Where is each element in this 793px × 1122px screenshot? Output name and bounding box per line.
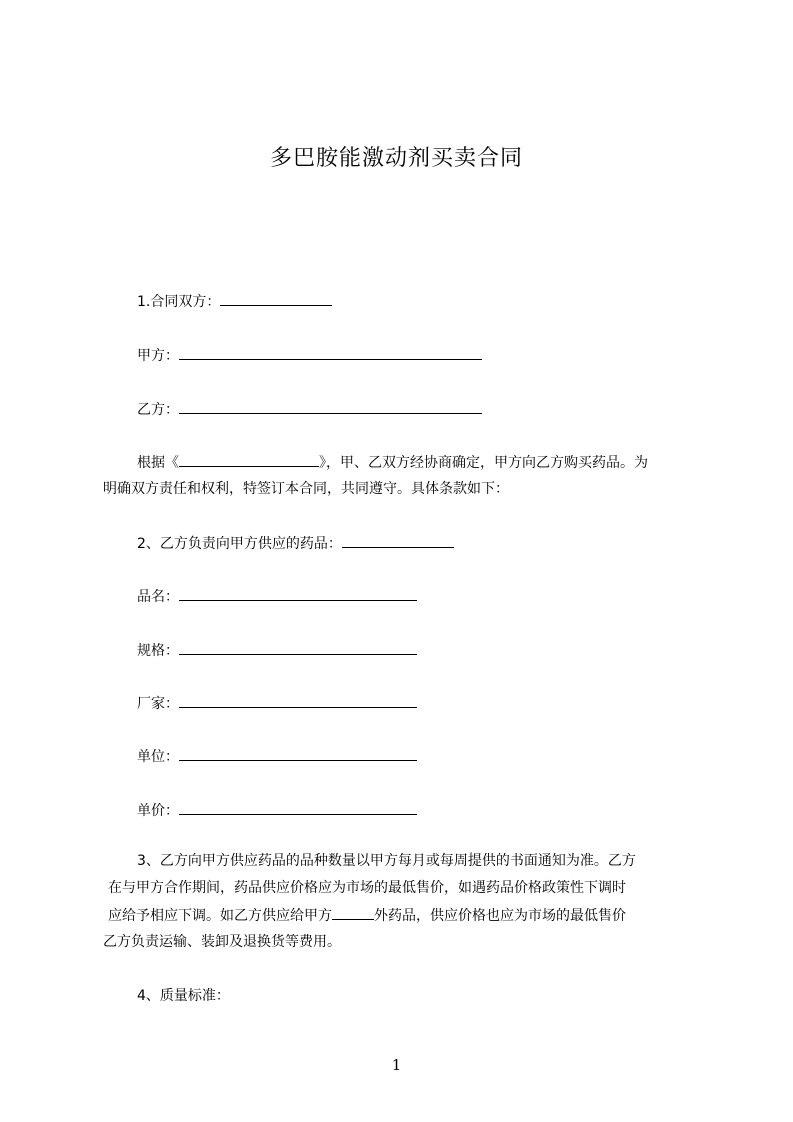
- section-3-line1: 3、乙方向甲方供应药品的品种数量以甲方每月或每周提供的书面通知为准。乙方: [137, 853, 636, 869]
- basis-doc-blank[interactable]: [179, 453, 319, 467]
- drug-unit-row: [137, 747, 417, 766]
- section-3-line3-end: 外药品，供应价格也应为市场的最低售价: [374, 908, 626, 924]
- drugs-blank[interactable]: [342, 534, 454, 548]
- section-1-parties: [137, 292, 332, 311]
- drug-spec-blank[interactable]: [179, 641, 417, 655]
- drug-spec-label: 规格：: [137, 643, 179, 659]
- drug-unit-blank[interactable]: [179, 747, 417, 761]
- section-3-line2: 在与甲方合作期间，药品供应价格应为市场的最低售价，如遇药品价格政策性下调时: [108, 880, 626, 896]
- drug-maker-row: [137, 694, 417, 713]
- section-3-line3: [108, 906, 626, 925]
- drug-price-row: [137, 801, 417, 820]
- party-b-row: [137, 400, 482, 419]
- party-a-label: 甲方：: [137, 348, 179, 364]
- parties-blank[interactable]: [220, 292, 332, 306]
- section-1-label: 1.合同双方：: [137, 294, 221, 310]
- party-b-blank[interactable]: [179, 400, 482, 414]
- party-b-label: 乙方：: [137, 402, 179, 418]
- other-drugs-blank[interactable]: [332, 906, 374, 920]
- section-3-line3-start: 应给予相应下调。如乙方供应给甲方: [108, 908, 332, 924]
- drug-maker-label: 厂家：: [137, 696, 179, 712]
- section-2-label: 2、乙方负责向甲方供应的药品：: [137, 536, 342, 552]
- drug-price-blank[interactable]: [179, 801, 417, 815]
- party-a-blank[interactable]: [179, 346, 482, 360]
- section-3-line4: 乙方负责运输、装卸及退换货等费用。: [103, 934, 341, 950]
- party-a-row: [137, 346, 482, 365]
- drug-name-blank[interactable]: [179, 587, 417, 601]
- basis-paragraph-line2: 明确双方责任和权利，特签订本合同，共同遵守。具体条款如下：: [103, 481, 509, 497]
- drug-maker-blank[interactable]: [179, 694, 417, 708]
- drug-unit-label: 单位：: [137, 749, 179, 765]
- drug-name-label: 品名：: [137, 589, 179, 605]
- basis-paragraph-line1: [137, 453, 648, 472]
- drug-spec-row: [137, 641, 417, 660]
- drug-name-row: [137, 587, 417, 606]
- section-4-label: 4、质量标准：: [137, 988, 230, 1004]
- basis-prefix: 根据《: [137, 455, 179, 471]
- section-2-drugs: [137, 534, 454, 553]
- basis-suffix: 》，甲、乙双方经协商确定，甲方向乙方购买药品。为: [319, 455, 648, 471]
- document-title: 多巴胺能激动剂买卖合同: [269, 146, 523, 171]
- drug-price-label: 单价：: [137, 803, 179, 819]
- page-number: 1: [391, 1056, 402, 1074]
